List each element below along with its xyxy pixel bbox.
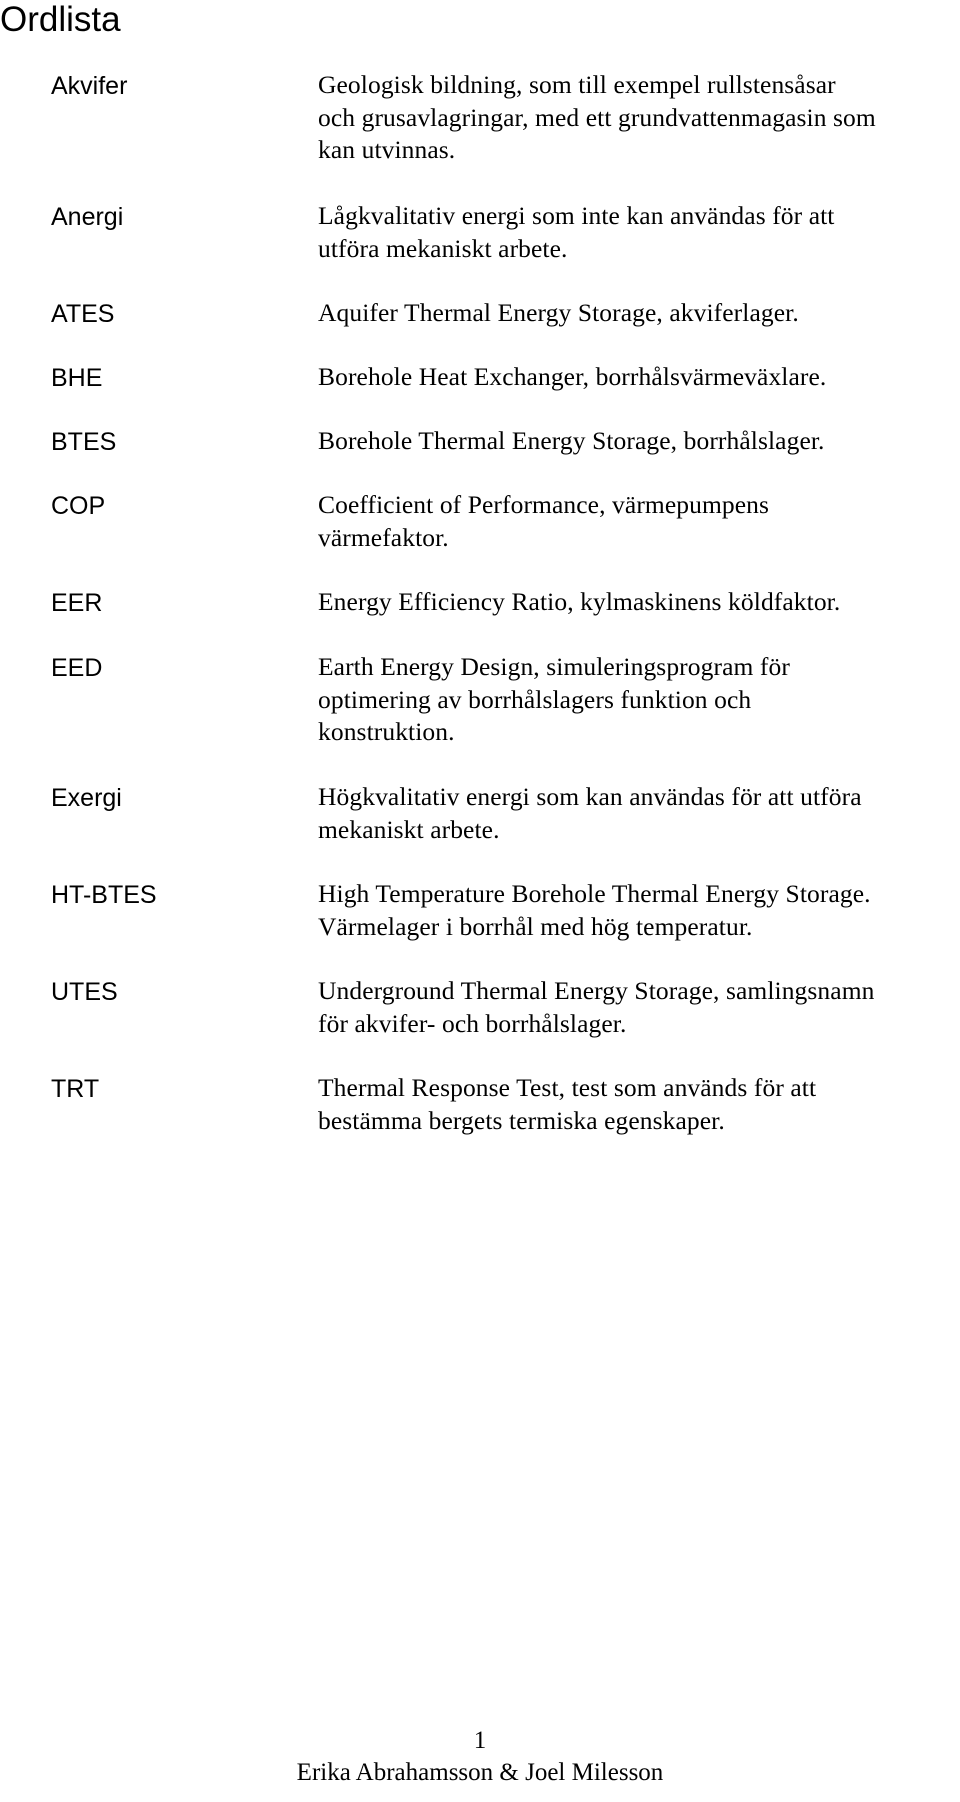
glossary-definition: Coefficient of Performance, värmepumpens värmefaktor. (318, 490, 770, 552)
glossary-definition: Högkvalitativ energi som kan användas för att utföra mekaniskt arbete. (318, 782, 862, 844)
glossary-term: UTES (51, 978, 118, 1006)
glossary-term: BHE (51, 364, 103, 392)
glossary-definition: Energy Efficiency Ratio, kylmaskinens köldfaktor. (318, 587, 841, 616)
glossary-definition: Lågkvalitativ energi som inte kan användas för att utföra mekaniskt arbete. (318, 201, 835, 263)
glossary-definition: Thermal Response Test, test som används för att bestämma bergets termiska egenskaper. (318, 1073, 817, 1135)
glossary-definition: Borehole Heat Exchanger, borrhålsvärmeväxlare. (318, 362, 827, 391)
glossary-term: Anergi (51, 203, 124, 231)
glossary-definition: Underground Thermal Energy Storage, samlingsnamn för akvifer- och borrhålslager. (318, 976, 875, 1038)
glossary-term: HT-BTES (51, 881, 157, 909)
glossary-definition: High Temperature Borehole Thermal Energy Storage. Värmelager i borrhål med hög temperatur. (318, 879, 871, 941)
page-number: 1 (473, 1727, 487, 1754)
glossary-term: COP (51, 492, 106, 520)
glossary-definition: Geologisk bildning, som till exempel rullstensåsar och grusavlagringar, med ett grundvattenmagasin som kan utvinnas. (318, 70, 876, 164)
glossary-definition: Aquifer Thermal Energy Storage, akviferlager. (318, 298, 799, 327)
glossary-term: BTES (51, 428, 117, 456)
glossary-term: ATES (51, 300, 115, 328)
page-title: Ordlista (0, 0, 121, 39)
glossary-definition: Earth Energy Design, simuleringsprogram för optimering av borrhålslagers funktion och konstruktion. (318, 652, 790, 746)
glossary-term: TRT (51, 1075, 100, 1103)
glossary-term: EED (51, 654, 103, 682)
glossary-term: Akvifer (51, 72, 128, 100)
glossary-term: EER (51, 589, 103, 617)
page-footer: Erika Abrahamsson & Joel Milesson (296, 1759, 664, 1786)
glossary-term: Exergi (51, 784, 122, 812)
glossary-definition: Borehole Thermal Energy Storage, borrhålslager. (318, 426, 825, 455)
